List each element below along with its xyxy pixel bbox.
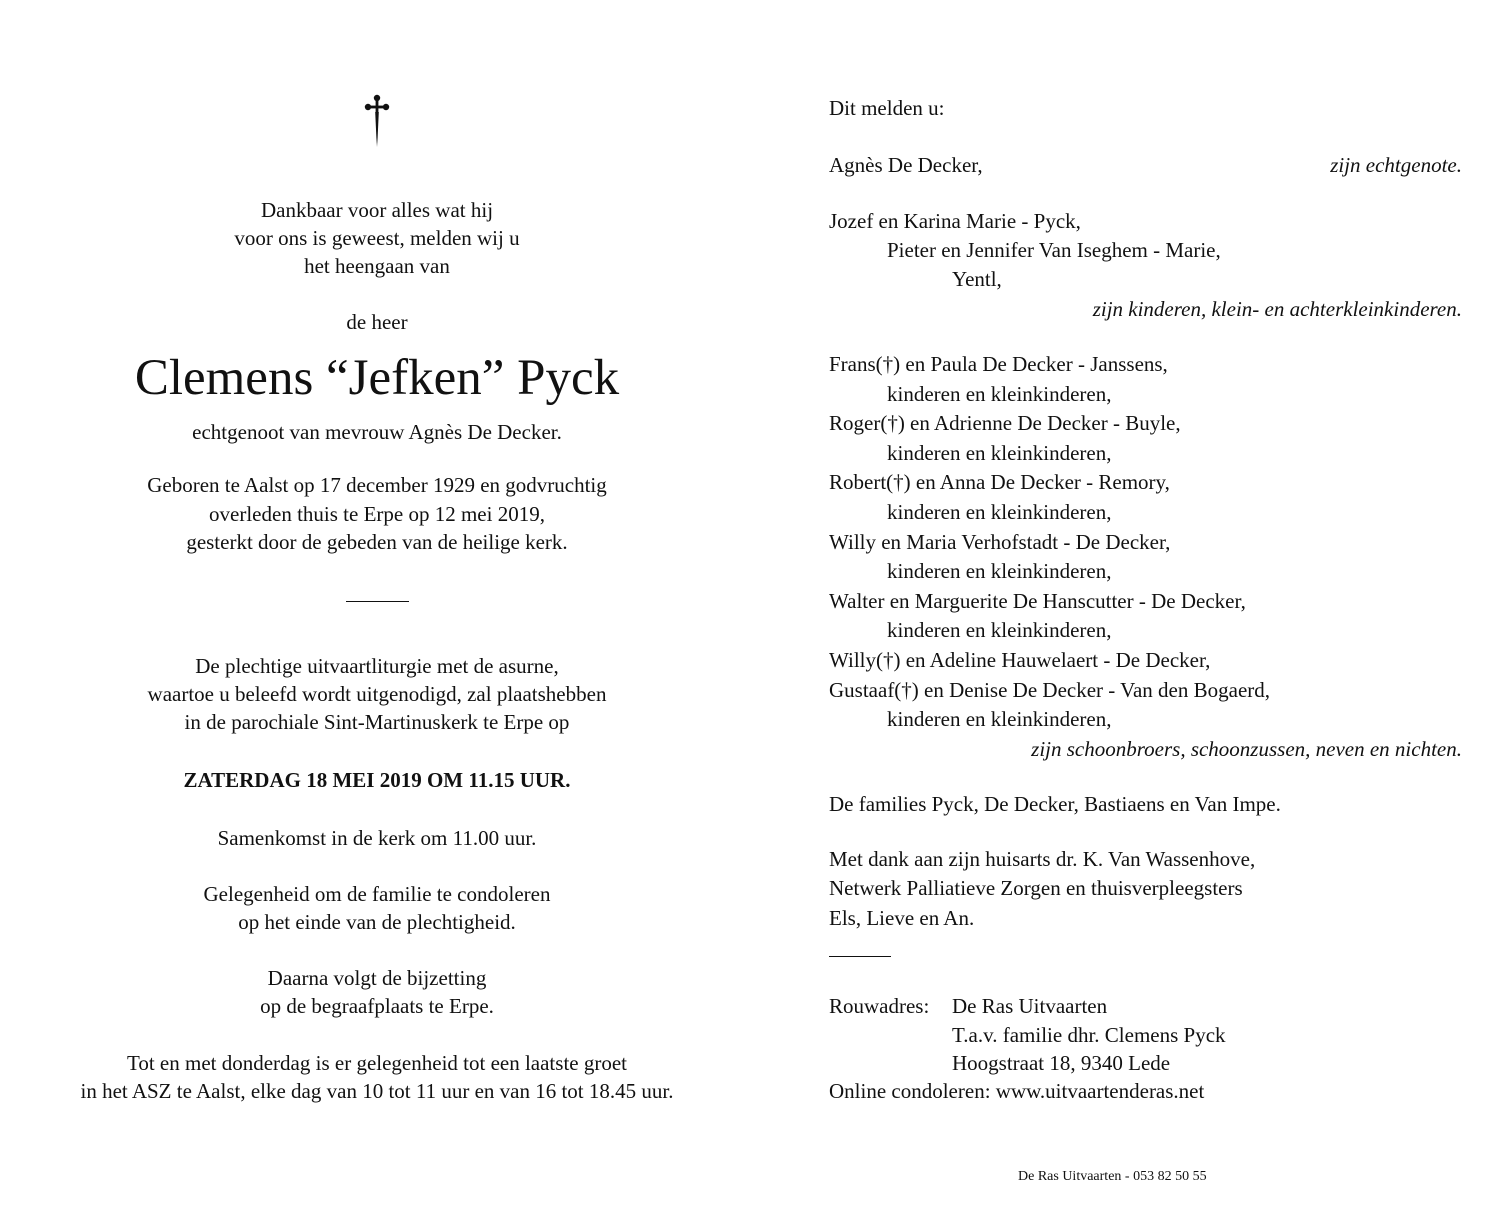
burial-line: op de begraafplaats te Erpe. xyxy=(260,994,494,1018)
liturgy-line: De plechtige uitvaartliturgie met de asurne, xyxy=(195,654,559,678)
inlaw-line: Roger(†) en Adrienne De Decker - Buyle, xyxy=(829,411,1181,435)
address-line: T.a.v. familie dhr. Clemens Pyck xyxy=(952,1023,1226,1047)
inlaw-line: Willy(†) en Adeline Hauwelaert - De Decker, xyxy=(829,648,1211,672)
intro-line: het heengaan van xyxy=(304,254,450,278)
birth-line: Geboren te Aalst op 17 december 1929 en godvruchtig xyxy=(147,473,607,497)
liturgy-line: waartoe u beleefd wordt uitgenodigd, zal plaatshebben xyxy=(147,682,607,706)
inlaw-line: Gustaaf(†) en Denise De Decker - Van den Bogaerd, xyxy=(829,678,1271,702)
inlaw-sub-line: kinderen en kleinkinderen, xyxy=(887,382,1112,406)
condolence-line: Gelegenheid om de familie te condoleren xyxy=(203,882,551,906)
children-role: zijn kinderen, klein- en achterkleinkinderen. xyxy=(1092,297,1462,321)
thanks-line: Met dank aan zijn huisarts dr. K. Van Wassenhove, xyxy=(829,847,1256,871)
address-line: De Ras Uitvaarten xyxy=(952,994,1108,1018)
cross-icon xyxy=(364,94,390,148)
inlaw-line: Walter en Marguerite De Hanscutter - De Decker, xyxy=(829,589,1246,613)
condolence-line: op het einde van de plechtigheid. xyxy=(238,910,516,934)
child-line: Jozef en Karina Marie - Pyck, xyxy=(829,209,1081,233)
address-line: Hoogstraat 18, 9340 Lede xyxy=(952,1051,1171,1075)
inlaw-sub-line: kinderen en kleinkinderen, xyxy=(887,441,1112,465)
visit-line: in het ASZ te Aalst, elke dag van 10 tot 11 uur en van 16 tot 18.45 uur. xyxy=(80,1079,674,1103)
birth-line: overleden thuis te Erpe op 12 mei 2019, xyxy=(209,502,545,526)
inlaw-sub-line: kinderen en kleinkinderen, xyxy=(887,707,1112,731)
inlaw-sub-line: kinderen en kleinkinderen, xyxy=(887,559,1112,583)
greatgrandchild-line: Yentl, xyxy=(952,267,1002,291)
title-prefix: de heer xyxy=(346,310,408,334)
inlaw-sub-line: kinderen en kleinkinderen, xyxy=(887,500,1112,524)
funeral-date: ZATERDAG 18 MEI 2019 OM 11.15 UUR. xyxy=(183,768,571,792)
intro-line: Dankbaar voor alles wat hij xyxy=(260,198,494,222)
divider xyxy=(346,601,409,602)
thanks-line: Els, Lieve en An. xyxy=(829,906,975,930)
inlaw-line: Robert(†) en Anna De Decker - Remory, xyxy=(829,470,1170,494)
address-label: Rouwadres: xyxy=(829,994,930,1018)
notice-intro: Dit melden u: xyxy=(829,96,945,120)
inlaws-role: zijn schoonbroers, schoonzussen, neven en nichten. xyxy=(1031,737,1462,761)
visit-line: Tot en met donderdag is er gelegenheid tot een laatste groet xyxy=(126,1051,627,1075)
spouse-line: echtgenoot van mevrouw Agnès De Decker. xyxy=(192,420,562,444)
intro-line: voor ons is geweest, melden wij u xyxy=(234,226,520,250)
inlaw-sub-line: kinderen en kleinkinderen, xyxy=(887,618,1112,642)
inlaw-line: Willy en Maria Verhofstadt - De Decker, xyxy=(829,530,1171,554)
divider xyxy=(829,956,891,957)
burial-line: Daarna volgt de bijzetting xyxy=(267,966,487,990)
thanks-line: Netwerk Palliatieve Zorgen en thuisverpleegsters xyxy=(829,876,1243,900)
deceased-name: Clemens “Jefken” Pyck xyxy=(134,350,620,406)
grandchild-line: Pieter en Jennifer Van Iseghem - Marie, xyxy=(887,238,1221,262)
footer-credit: De Ras Uitvaarten - 053 82 50 55 xyxy=(1018,1169,1207,1184)
inlaw-line: Frans(†) en Paula De Decker - Janssens, xyxy=(829,352,1168,376)
families-line: De families Pyck, De Decker, Bastiaens en Van Impe. xyxy=(829,792,1281,816)
online-condolence: Online condoleren: www.uitvaartenderas.net xyxy=(829,1079,1205,1103)
gathering-line: Samenkomst in de kerk om 11.00 uur. xyxy=(217,826,537,850)
spouse-role: zijn echtgenote. xyxy=(1330,153,1462,177)
spouse-name: Agnès De Decker, xyxy=(829,153,983,177)
birth-line: gesterkt door de gebeden van de heilige kerk. xyxy=(186,530,568,554)
liturgy-line: in de parochiale Sint-Martinuskerk te Erpe op xyxy=(184,710,570,734)
